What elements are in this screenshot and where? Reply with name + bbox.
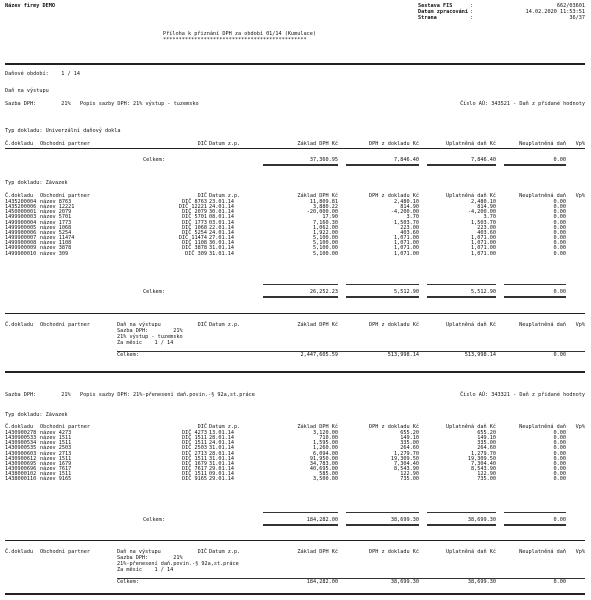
row-dic: DIČ 1511 (182, 471, 207, 478)
row-vat-unclaimed: 0.00 (553, 229, 566, 236)
total-vat-unclaimed: 0.00 (553, 517, 566, 523)
row-vat-doc: 19,309.50 (390, 455, 419, 462)
row-vat-claim: 264.60 (477, 445, 496, 452)
doc-type: Typ dokladu: Univerzální daňový dokla (5, 128, 121, 134)
row-base: 17.90 (322, 214, 338, 221)
row-date: 29.01.14 (209, 466, 234, 473)
row-base: 5,100.00 (313, 235, 338, 242)
col-vat-unclaimed: Neuplatněná daň (519, 424, 566, 430)
total-vat-claim: 38,699.30 (467, 517, 496, 523)
row-dic: DIČ 5701 (182, 214, 207, 221)
column-rule (5, 148, 585, 149)
row-vat-unclaimed: 0.00 (553, 224, 566, 231)
row-date: 31.01.14 (209, 245, 234, 252)
summary-vat-claim: 513,998.14 (464, 352, 496, 358)
row-date: 27.01.14 (209, 235, 234, 242)
row-dic: DIČ 4273 (182, 430, 207, 436)
row-vat-claim: 335.00 (477, 440, 496, 447)
row-base: 3,500.00 (313, 476, 338, 483)
col-vat-claim: Uplatněná daň Kč (446, 193, 496, 199)
col-pct: Vp% (575, 141, 585, 147)
row-doc-number: 1430900612 (5, 455, 37, 462)
row-dic: DIČ 9165 (182, 476, 207, 483)
col-partner: Obchodní partner (40, 193, 90, 199)
row-date: 24.01.14 (209, 229, 234, 236)
total-underline (504, 524, 566, 526)
row-date: 28.01.14 (209, 435, 234, 442)
row-doc-number: 1499900004 (5, 219, 37, 226)
row-base: 3,120.00 (313, 430, 338, 436)
row-base: 91,950.00 (309, 455, 338, 462)
total-label: Celkem: (143, 517, 165, 523)
col-vat-doc: DPH z dokladu Kč (369, 424, 419, 430)
row-dic: DIČ 2713 (182, 450, 207, 457)
total-underline (427, 512, 496, 513)
block-end-rule (5, 593, 585, 595)
row-date: 28.01.14 (209, 450, 234, 457)
row-date: 24.01.14 (209, 440, 234, 447)
row-vat-doc: 1,071.00 (394, 240, 419, 247)
row-date: 31.01.14 (209, 455, 234, 462)
row-vat-claim: 1,071.00 (471, 245, 496, 252)
row-doc-number: 1430900533 (5, 435, 37, 442)
total-base: 26,252.23 (309, 289, 338, 295)
col-dic: DIČ (197, 424, 207, 430)
row-vat-unclaimed: 0.00 (553, 450, 566, 457)
col-pct: Vp% (575, 193, 585, 199)
summary-total-label: Celkem: (117, 352, 139, 358)
summary-month: Za měsíc 1 / 14 (117, 567, 174, 573)
total-vat-doc: 38,699.30 (390, 517, 419, 523)
col-dic: DIČ (197, 141, 207, 147)
section-title: Daň na výstupu (5, 88, 49, 94)
row-vat-unclaimed: 0.00 (553, 476, 566, 483)
row-vat-claim: 1,071.00 (471, 240, 496, 247)
row-date: 31.01.14 (209, 460, 234, 467)
col-vat-unclaimed: Neuplatněná daň (519, 193, 566, 199)
row-base: 1,260.00 (313, 445, 338, 452)
report-title-underline: ********************************************** (163, 37, 307, 43)
top-rule (5, 63, 585, 65)
summary-base: 2,447,605.59 (300, 352, 338, 358)
row-vat-claim: 1,503.70 (471, 219, 496, 226)
row-doc-number: 1499900006 (5, 229, 37, 236)
total-underline (427, 296, 496, 298)
row-vat-claim: 3.70 (483, 214, 496, 221)
row-vat-unclaimed: 0.00 (553, 430, 566, 436)
row-vat-unclaimed: 0.00 (553, 219, 566, 226)
row-date: 13.01.14 (209, 430, 234, 436)
row-vat-claim: 223.00 (477, 224, 496, 231)
row-date: 31.01.14 (209, 250, 234, 257)
row-doc-number: 1430900278 (5, 430, 37, 436)
row-partner: název 1511 (40, 440, 72, 447)
meta-value: 14.02.2020 11:53:51 (525, 9, 585, 15)
summary-vat-claim: 38,699.30 (467, 579, 496, 585)
total-underline (117, 578, 585, 579)
summary-vat-doc: 38,699.30 (390, 579, 419, 585)
col-base: Základ DPH Kč (297, 549, 338, 555)
report-title: Příloha k přiznání DPH za období 01/14 (Kumulace) (163, 31, 317, 37)
total-underline (504, 512, 566, 513)
row-vat-doc: 814.90 (400, 204, 419, 211)
col-pct: Vp% (575, 322, 585, 328)
row-partner: název 2079 (40, 209, 72, 216)
row-date: 03.01.14 (209, 219, 234, 226)
row-partner: název 5254 (40, 229, 72, 236)
row-vat-doc: 3.70 (406, 214, 419, 221)
meta-label: Datum zpracování (418, 9, 468, 15)
row-base: -20,000.00 (306, 209, 338, 216)
col-partner: Obchodní partner (40, 424, 90, 430)
total-base: 37,360.95 (309, 157, 338, 163)
row-doc-number: 1499900008 (5, 240, 37, 247)
row-base: 7,160.30 (313, 219, 338, 226)
summary-desc: 21%-přenesení daň.povin.-§ 92a,st.práce (117, 561, 239, 567)
col-date: Datum z.p. (209, 322, 241, 328)
col-vat-claim: Uplatněná daň Kč (446, 322, 496, 328)
period-line: Daňové období: 1 / 14 (5, 71, 80, 77)
row-vat-doc: 1,071.00 (394, 235, 419, 242)
row-dic: DIČ 309 (185, 250, 207, 257)
total-base: 184,282.00 (306, 517, 338, 523)
row-vat-unclaimed: 0.00 (553, 466, 566, 473)
row-base: 11,809.81 (309, 199, 338, 205)
row-base: 1,922.00 (313, 229, 338, 236)
row-vat-unclaimed: 0.00 (553, 209, 566, 216)
row-dic: DIČ 7617 (182, 466, 207, 473)
row-doc-number: 1499900007 (5, 235, 37, 242)
row-vat-claim: 149.10 (477, 435, 496, 442)
total-underline (504, 164, 566, 166)
row-doc-number: 1435200006 (5, 204, 37, 211)
summary-rule (5, 313, 585, 314)
col-doc: Č.dokladu (5, 141, 34, 147)
row-partner: název 1511 (40, 471, 72, 478)
row-doc-number: 1499900005 (5, 224, 37, 231)
row-dic: DIČ 5254 (182, 229, 207, 236)
row-partner: název 309 (40, 250, 69, 257)
col-date: Datum z.p. (209, 141, 241, 147)
row-dic: DIČ 2079 (182, 209, 207, 216)
total-underline (346, 164, 419, 166)
summary-rate: Sazba DPH: 21% (117, 328, 183, 334)
row-vat-claim: 735.00 (477, 476, 496, 483)
col-doc: Č.dokladu (5, 322, 34, 328)
total-label: Celkem: (143, 157, 165, 163)
row-base: 5,100.00 (313, 240, 338, 247)
row-partner: název 1068 (40, 224, 72, 231)
total-underline (263, 164, 338, 166)
row-dic: DIČ 1068 (182, 224, 207, 231)
doc-type: Typ dokladu: Závazek (5, 412, 68, 418)
col-vat-claim: Uplatněná daň Kč (446, 424, 496, 430)
row-partner: název 7617 (40, 466, 72, 473)
row-dic: DIČ 3878 (182, 245, 207, 252)
row-base: 34,783.00 (309, 460, 338, 467)
row-vat-doc: 149.10 (400, 435, 419, 442)
row-base: 1,595.00 (313, 440, 338, 447)
total-vat-unclaimed: 0.00 (553, 289, 566, 295)
col-partner: Obchodní partner (40, 549, 90, 555)
total-underline (263, 296, 338, 298)
block-end-rule (5, 371, 585, 373)
row-partner: název 3878 (40, 245, 72, 252)
row-vat-claim: 7,304.40 (471, 460, 496, 467)
row-vat-doc: 1,071.00 (394, 250, 419, 257)
row-vat-claim: 814.90 (477, 204, 496, 211)
row-partner: název 2713 (40, 450, 72, 457)
total-underline (346, 284, 419, 285)
total-underline (427, 524, 496, 526)
summary-month: Za měsíc 1 / 14 (117, 340, 174, 346)
row-vat-doc: 403.60 (400, 229, 419, 236)
row-dic: DIČ 11474 (178, 235, 207, 242)
meta-value: 36/37 (569, 15, 585, 21)
row-vat-doc: 122.90 (400, 471, 419, 478)
row-vat-unclaimed: 0.00 (553, 204, 566, 211)
total-underline (504, 296, 566, 298)
row-doc-number: 1430900603 (5, 450, 37, 457)
row-vat-doc: 1,279.70 (394, 450, 419, 457)
row-vat-doc: 735.00 (400, 476, 419, 483)
total-underline (263, 524, 338, 526)
summary-desc: 21% výstup - tuzemsko (117, 334, 183, 340)
col-vat-claim: Uplatněná daň Kč (446, 549, 496, 555)
total-underline (504, 284, 566, 285)
total-underline (117, 351, 585, 352)
row-vat-doc: 1,071.00 (394, 245, 419, 252)
row-date: 09.01.14 (209, 471, 234, 478)
row-vat-unclaimed: 0.00 (553, 245, 566, 252)
row-vat-doc: 335.00 (400, 440, 419, 447)
meta-colon: : (470, 3, 474, 9)
col-partner: Obchodní partner (40, 141, 90, 147)
total-underline (427, 284, 496, 285)
row-dic: DIČ 1511 (182, 435, 207, 442)
row-partner: název 2503 (40, 445, 72, 452)
row-partner: název 4273 (40, 430, 72, 436)
row-vat-unclaimed: 0.00 (553, 199, 566, 205)
row-date: 29.01.14 (209, 476, 234, 483)
row-vat-doc: 1,503.70 (394, 219, 419, 226)
meta-label: Sestava FIS (418, 3, 453, 9)
row-vat-claim: 403.60 (477, 229, 496, 236)
row-date: 23.01.14 (209, 199, 234, 205)
vat-rate-line: Sazba DPH: 21% Popis sazby DPH: 21% výstup - tuzemsko (5, 101, 199, 107)
row-partner: název 12221 (40, 204, 75, 211)
col-vat-unclaimed: Neuplatněná daň (519, 322, 566, 328)
row-vat-doc: -4,200.00 (390, 209, 419, 216)
row-vat-unclaimed: 0.00 (553, 471, 566, 478)
summary-rule (5, 540, 585, 541)
col-doc: Č.dokladu (5, 424, 34, 430)
row-date: 31.01.14 (209, 445, 234, 452)
summary-total-label: Celkem: (117, 579, 139, 585)
col-vat-unclaimed: Neuplatněná daň (519, 549, 566, 555)
meta-value: 662/03601 (556, 3, 585, 9)
col-doc: Č.dokladu (5, 193, 34, 199)
row-dic: DIČ 8763 (182, 199, 207, 205)
col-date: Datum z.p. (209, 549, 241, 555)
row-vat-claim: -4,200.00 (467, 209, 496, 216)
total-underline (346, 524, 419, 526)
row-partner: název 9165 (40, 476, 72, 483)
row-doc-number: 1435200004 (5, 199, 37, 205)
col-vat-doc: DPH z dokladu Kč (369, 322, 419, 328)
summary-vat-unclaimed: 0.00 (553, 579, 566, 585)
row-dic: DIČ 1511 (182, 455, 207, 462)
col-vat-claim: Uplatněná daň Kč (446, 141, 496, 147)
total-underline (346, 296, 419, 298)
col-base: Základ DPH Kč (297, 424, 338, 430)
company-name: Název firmy DEMO (5, 3, 55, 9)
row-vat-unclaimed: 0.00 (553, 435, 566, 442)
vat-rate-line: Sazba DPH: 21% Popis sazby DPH: 21%-přenesení daň.povin.-§ 92a,st.práce (5, 392, 255, 398)
total-vat-doc: 7,846.40 (394, 157, 419, 163)
row-vat-unclaimed: 0.00 (553, 440, 566, 447)
row-base: 3,880.22 (313, 204, 338, 211)
row-vat-unclaimed: 0.00 (553, 250, 566, 257)
row-base: 5,100.00 (313, 245, 338, 252)
total-vat-unclaimed: 0.00 (553, 157, 566, 163)
row-doc-number: 1450000001 (5, 209, 37, 216)
row-dic: DIČ 1511 (182, 440, 207, 447)
col-vat-doc: DPH z dokladu Kč (369, 141, 419, 147)
col-partner: Obchodní partner (40, 322, 90, 328)
row-base: 5,100.00 (313, 250, 338, 257)
row-vat-unclaimed: 0.00 (553, 235, 566, 242)
account-line: Číslo AÚ: 343521 - Daň z přidané hodnoty (460, 101, 585, 107)
col-date: Datum z.p. (209, 424, 241, 430)
row-base: 6,094.00 (313, 450, 338, 457)
total-label: Celkem: (143, 289, 165, 295)
row-base: 710.00 (319, 435, 338, 442)
doc-type: Typ dokladu: Závazek (5, 180, 68, 186)
row-doc-number: 1499900009 (5, 245, 37, 252)
row-vat-claim: 19,309.50 (467, 455, 496, 462)
row-vat-doc: 2,480.10 (394, 199, 419, 205)
row-vat-unclaimed: 0.00 (553, 460, 566, 467)
col-pct: Vp% (575, 424, 585, 430)
row-vat-doc: 655.20 (400, 430, 419, 436)
summary-title: Daň na výstupu (117, 549, 161, 555)
row-vat-unclaimed: 0.00 (553, 240, 566, 247)
summary-vat-unclaimed: 0.00 (553, 352, 566, 358)
row-doc-number: 1430900695 (5, 460, 37, 467)
row-vat-claim: 655.20 (477, 430, 496, 436)
row-vat-unclaimed: 0.00 (553, 214, 566, 221)
row-vat-claim: 8,543.90 (471, 466, 496, 473)
row-partner: název 1108 (40, 240, 72, 247)
total-underline (346, 512, 419, 513)
meta-colon: : (470, 9, 474, 15)
total-underline (263, 284, 338, 285)
col-pct: Vp% (575, 549, 585, 555)
row-vat-doc: 223.00 (400, 224, 419, 231)
row-base: 1,062.00 (313, 224, 338, 231)
row-vat-doc: 264.60 (400, 445, 419, 452)
row-partner: název 1511 (40, 455, 72, 462)
row-date: 24.01.14 (209, 204, 234, 211)
row-vat-claim: 1,279.70 (471, 450, 496, 457)
row-base: 585.00 (319, 471, 338, 478)
row-vat-unclaimed: 0.00 (553, 455, 566, 462)
row-partner: název 1679 (40, 460, 72, 467)
row-dic: DIČ 1679 (182, 460, 207, 467)
row-doc-number: 1430900534 (5, 440, 37, 447)
row-vat-unclaimed: 0.00 (553, 445, 566, 452)
row-partner: název 1773 (40, 219, 72, 226)
row-doc-number: 1430900696 (5, 466, 37, 473)
col-date: Datum z.p. (209, 193, 241, 199)
row-vat-doc: 7,304.40 (394, 460, 419, 467)
summary-base: 184,282.00 (306, 579, 338, 585)
col-base: Základ DPH Kč (297, 322, 338, 328)
row-date: 30.01.14 (209, 240, 234, 247)
row-partner: název 11474 (40, 235, 75, 242)
account-line: Číslo AÚ: 343321 - Daň z přidané hodnoty (460, 392, 585, 398)
row-vat-claim: 2,480.10 (471, 199, 496, 205)
row-partner: název 5701 (40, 214, 72, 221)
row-dic: DIČ 2503 (182, 445, 207, 452)
row-doc-number: 1499900003 (5, 214, 37, 221)
row-partner: název 1511 (40, 435, 72, 442)
row-vat-claim: 1,071.00 (471, 235, 496, 242)
row-date: 08.01.14 (209, 214, 234, 221)
total-vat-claim: 7,846.40 (471, 157, 496, 163)
row-vat-claim: 122.90 (477, 471, 496, 478)
row-date: 30.01.14 (209, 209, 234, 216)
row-doc-number: 1430900535 (5, 445, 37, 452)
total-vat-doc: 5,512.90 (394, 289, 419, 295)
row-doc-number: 1438000110 (5, 476, 37, 483)
col-doc: Č.dokladu (5, 549, 34, 555)
row-base: 40,695.00 (309, 466, 338, 473)
col-dic: DIČ (197, 549, 207, 555)
total-underline (263, 512, 338, 513)
col-base: Základ DPH Kč (297, 193, 338, 199)
row-date: 22.01.14 (209, 224, 234, 231)
row-partner: název 8763 (40, 199, 72, 205)
total-vat-claim: 5,512.90 (471, 289, 496, 295)
row-dic: DIČ 1773 (182, 219, 207, 226)
col-base: Základ DPH Kč (297, 141, 338, 147)
row-vat-claim: 1,071.00 (471, 250, 496, 257)
summary-vat-doc: 513,998.14 (387, 352, 419, 358)
meta-colon: : (470, 15, 474, 21)
total-underline (427, 164, 496, 166)
col-vat-doc: DPH z dokladu Kč (369, 549, 419, 555)
summary-title: Daň na výstupu (117, 322, 161, 328)
col-dic: DIČ (197, 193, 207, 199)
row-dic: DIČ 12221 (178, 204, 207, 211)
row-doc-number: 1438000102 (5, 471, 37, 478)
row-doc-number: 1499900010 (5, 250, 37, 257)
col-dic: DIČ (197, 322, 207, 328)
row-vat-doc: 8,543.90 (394, 466, 419, 473)
summary-rate: Sazba DPH: 21% (117, 555, 183, 561)
col-vat-doc: DPH z dokladu Kč (369, 193, 419, 199)
meta-label: Strana (418, 15, 437, 21)
row-dic: DIČ 1108 (182, 240, 207, 247)
col-vat-unclaimed: Neuplatněná daň (519, 141, 566, 147)
